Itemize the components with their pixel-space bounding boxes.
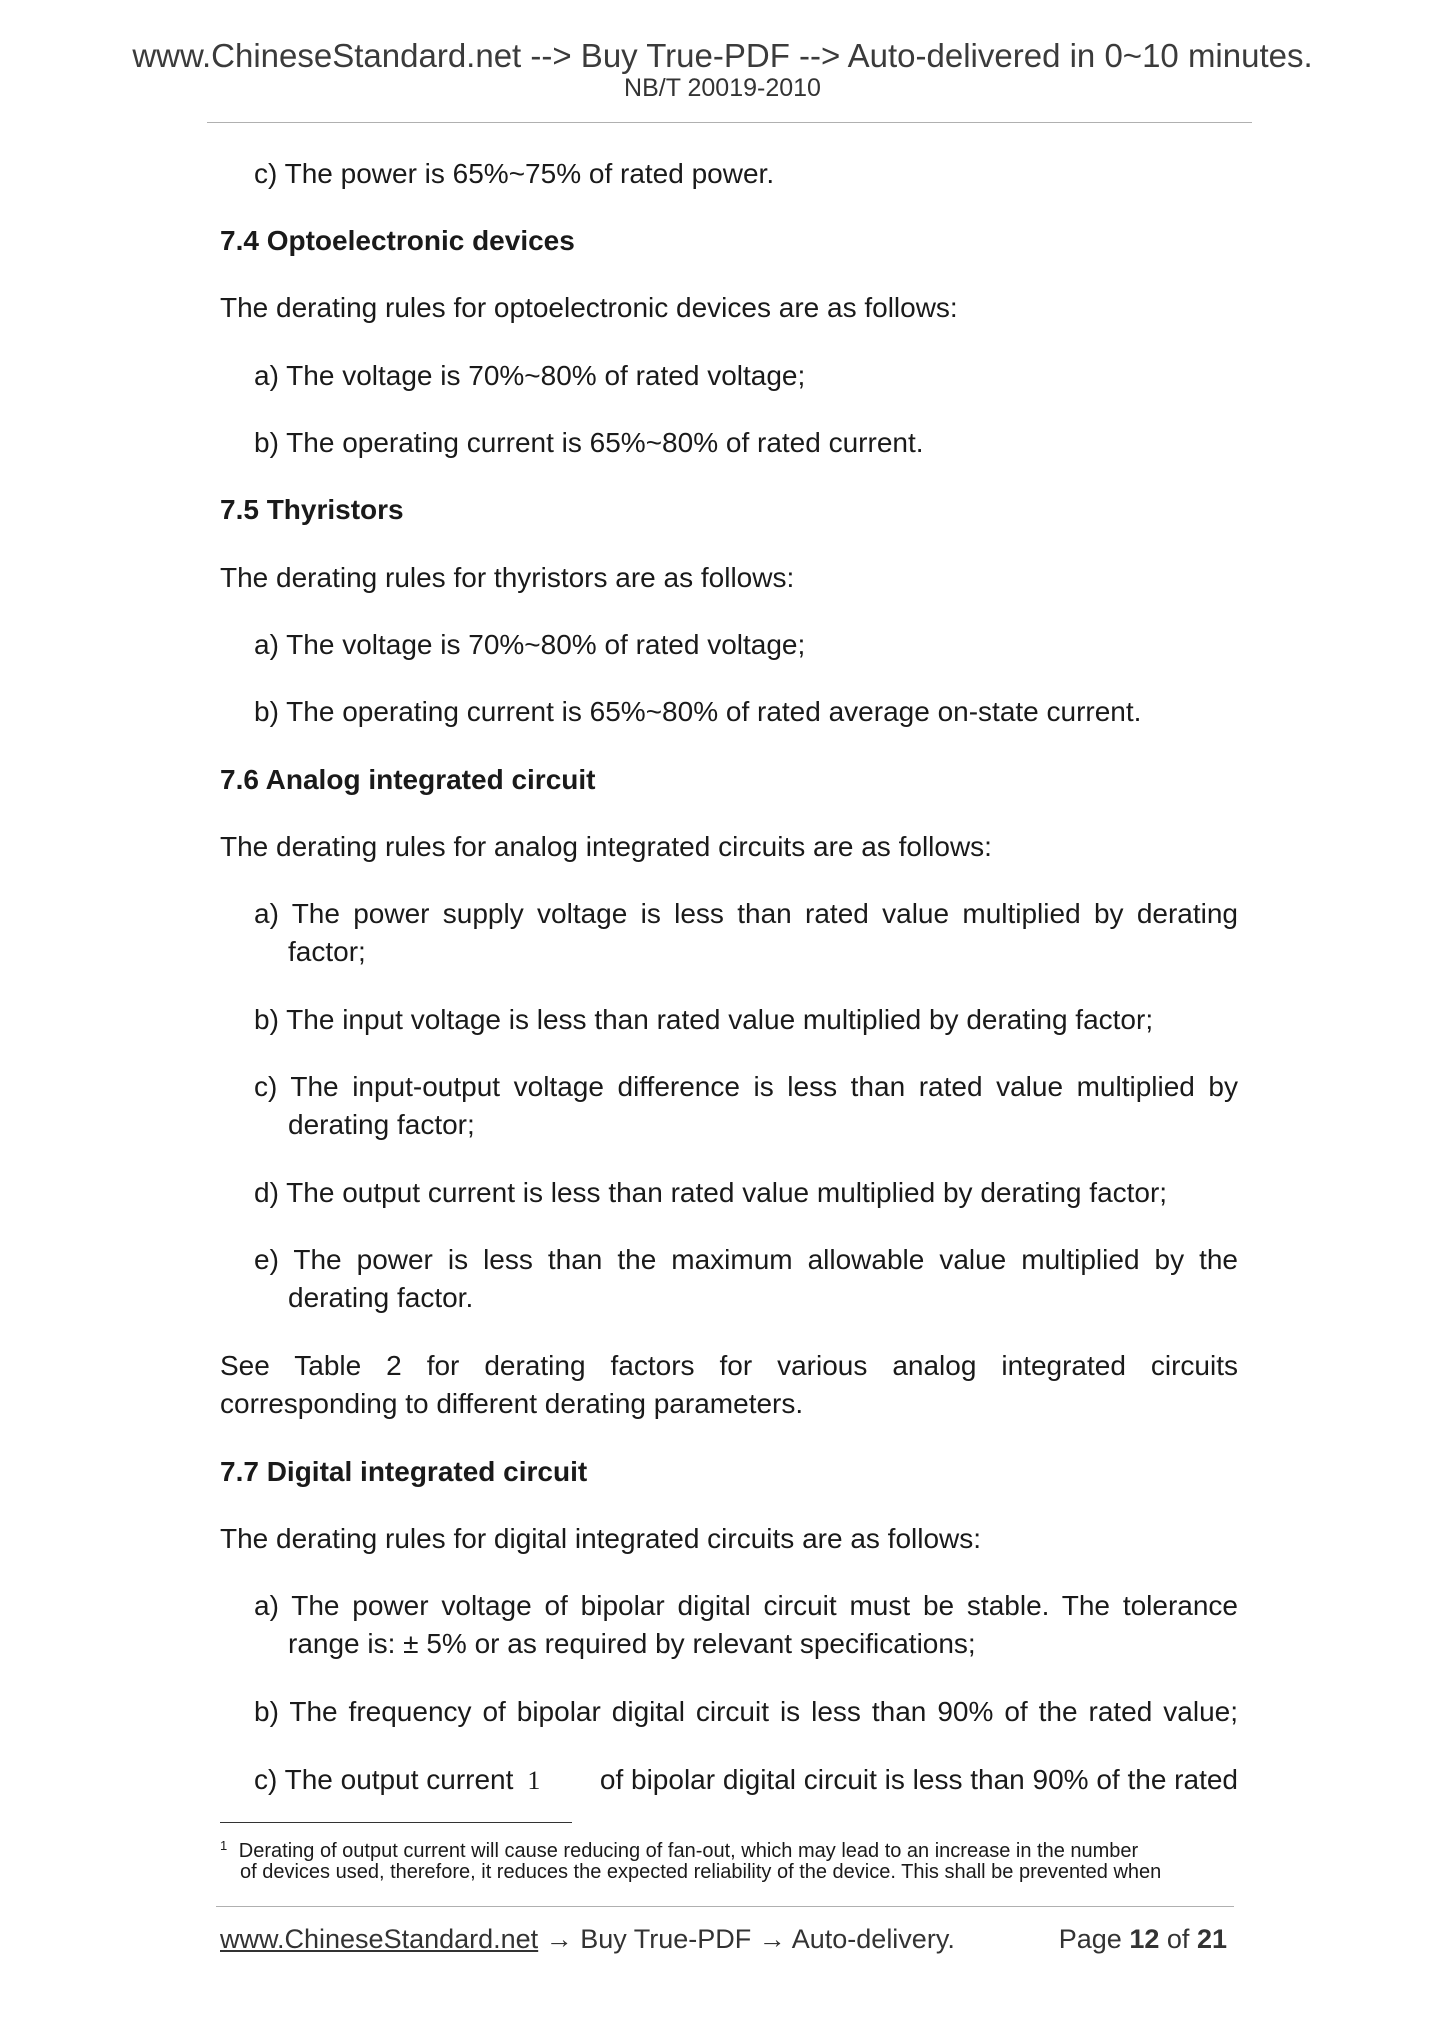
section-heading-7-4: 7.4 Optoelectronic devices	[220, 225, 575, 256]
list-item: b) The operating current is 65%~80% of rated current.	[254, 427, 924, 458]
list-item-continuation: derating factor.	[288, 1282, 474, 1313]
list-item: c) The power is 65%~75% of rated power.	[254, 158, 775, 189]
paragraph: See Table 2 for derating factors for various analog integrated circuits	[220, 1350, 1238, 1381]
footnote-reference[interactable]: 1	[527, 1766, 541, 1795]
paragraph: The derating rules for analog integrated circuits are as follows:	[220, 831, 992, 862]
paragraph: The derating rules for thyristors are as follows:	[220, 562, 795, 593]
list-item-text	[254, 1761, 554, 1800]
list-item-continuation: factor;	[288, 936, 366, 967]
footnote-text-line-1: Derating of output current will cause reducing of fan-out, which may lead to an increase in the number	[238, 1840, 1139, 1862]
list-item: a) The power voltage of bipolar digital circuit must be stable. The tolerance	[254, 1590, 1238, 1621]
list-item: b) The operating current is 65%~80% of rated average on-state current.	[254, 696, 1142, 727]
list-item: c) The input-output voltage difference is less than rated value multiplied by	[254, 1071, 1238, 1102]
header-divider	[207, 122, 1252, 123]
section-heading-7-7: 7.7 Digital integrated circuit	[220, 1456, 588, 1487]
footer-promo	[220, 1922, 955, 1956]
page-number: 12	[1129, 1924, 1160, 1954]
page-of-label: of	[1166, 1924, 1190, 1954]
page-total: 21	[1196, 1924, 1227, 1954]
list-item: e) The power is less than the maximum allowable value multiplied by the	[254, 1244, 1238, 1275]
list-item: a) The voltage is 70%~80% of rated voltage;	[254, 360, 806, 391]
section-heading-7-6: 7.6 Analog integrated circuit	[220, 764, 596, 795]
list-item-text-start: c) The output current	[254, 1764, 514, 1795]
paragraph: The derating rules for optoelectronic devices are as follows:	[220, 292, 958, 323]
footnote-text-line-2: of devices used, therefore, it reduces the expected reliability of the device. This shall be prevented when	[240, 1861, 1162, 1883]
list-item-text-end: of bipolar digital circuit is less than 90% of the rated	[599, 1764, 1238, 1795]
top-banner: www.ChineseStandard.net --> Buy True-PDF --> Auto-delivered in 0~10 minutes.	[132, 37, 1313, 74]
list-item-continuation: derating factor;	[288, 1109, 475, 1140]
list-item-continuation: range is: ± 5% or as required by relevant specifications;	[288, 1628, 976, 1659]
footnote-divider	[220, 1822, 572, 1823]
page-label: Page	[1058, 1924, 1122, 1954]
list-item: b) The input voltage is less than rated value multiplied by derating factor;	[254, 1004, 1154, 1035]
footnote	[220, 1834, 1138, 1863]
footer-promo-text: → Buy True-PDF → Auto-delivery.	[538, 1924, 955, 1954]
list-item: b) The frequency of bipolar digital circuit is less than 90% of the rated value;	[254, 1696, 1238, 1727]
list-item	[254, 1761, 1238, 1800]
paragraph-continuation: corresponding to different derating parameters.	[220, 1388, 804, 1419]
section-heading-7-5: 7.5 Thyristors	[220, 494, 404, 525]
footer-website-link[interactable]: www.ChineseStandard.net	[220, 1924, 539, 1954]
paragraph: The derating rules for digital integrated circuits are as follows:	[220, 1523, 982, 1554]
footnote-mark: 1	[220, 1838, 228, 1853]
list-item: a) The voltage is 70%~80% of rated voltage;	[254, 629, 806, 660]
page-indicator	[1059, 1922, 1227, 1956]
document-number: NB/T 20019-2010	[624, 74, 821, 102]
list-item: a) The power supply voltage is less than rated value multiplied by derating	[254, 898, 1238, 929]
list-item: d) The output current is less than rated value multiplied by derating factor;	[254, 1177, 1168, 1208]
footer-divider	[216, 1906, 1234, 1907]
